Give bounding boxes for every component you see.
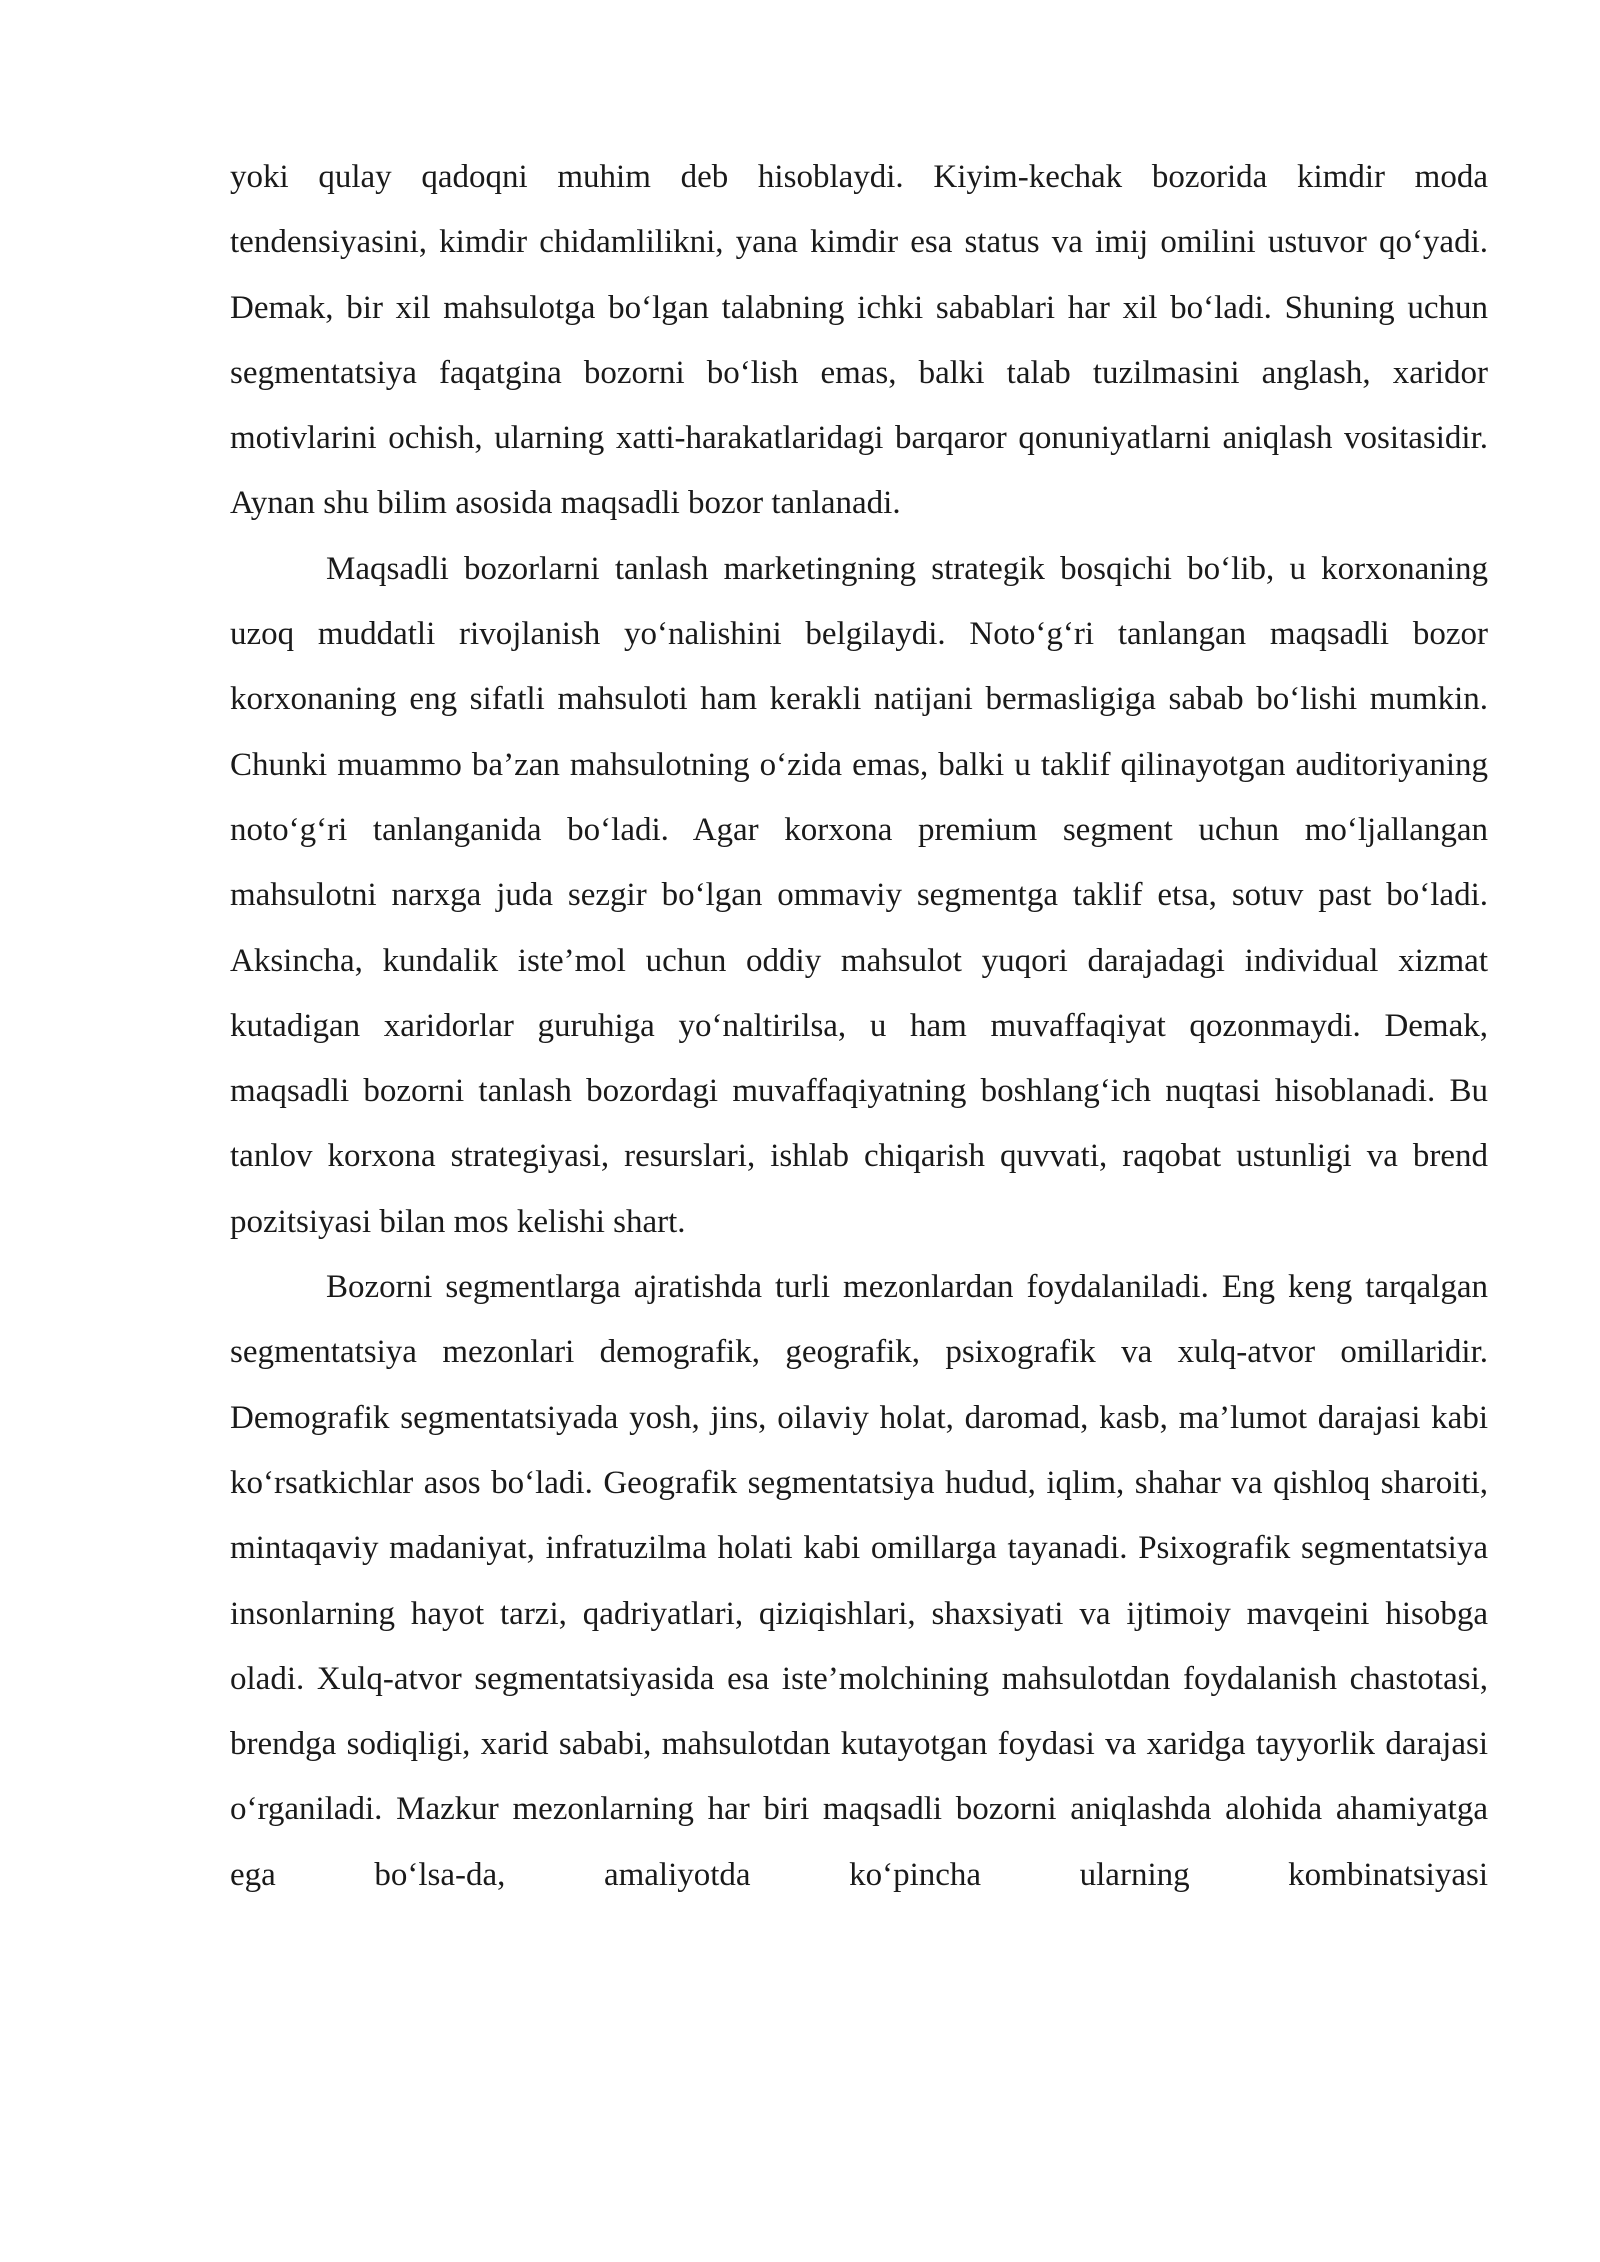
paragraph-2: Maqsadli bozorlarni tanlash marketingning strategik bosqichi bo‘lib, u korxonaning uzoq muddatli rivojlanish yo‘nalishini belgilaydi. Noto‘g‘ri tanlangan maqsadli bozor korxonaning eng sifatli mahsuloti ham kerakli natijani bermasligiga sabab bo‘lishi mumkin. Chunki muammo ba’zan mahsulotning o‘zida emas, balki u taklif qilinayotgan auditoriyaning noto‘g‘ri tanlanganida bo‘ladi. Agar korxona premium segment uchun mo‘ljallangan mahsulotni narxga juda sezgir bo‘lgan ommaviy segmentga taklif etsa, sotuv past bo‘ladi. Aksincha, kundalik iste’mol uchun oddiy mahsulot yuqori darajadagi individual xizmat kutadigan xaridorlar guruhiga yo‘naltirilsa, u ham muvaffaqiyat qozonmaydi. Demak, maqsadli bozorni tanlash bozordagi muvaffaqiyatning boshlang‘ich nuqtasi hisoblanadi. Bu tanlov korxona strategiyasi, resurslari, ishlab chiqarish quvvati, raqobat ustunligi va brend pozitsiyasi bilan mos kelishi shart. (230, 550, 1488, 1240)
paragraph-1: yoki qulay qadoqni muhim deb hisoblaydi. Kiyim-kechak bozorida kimdir moda tendensiyasini, kimdir chidamlilikni, yana kimdir esa status va imij omilini ustuvor qo‘yadi. Demak, bir xil mahsulotga bo‘lgan talabning ichki sabablari har xil bo‘ladi. Shuning uchun segmentatsiya faqatgina bozorni bo‘lish emas, balki talab tuzilmasini anglash, xaridor motivlarini ochish, ularning xatti-harakatlaridagi barqaror qonuniyatlarni aniqlash vositasidir. Aynan shu bilim asosida maqsadli bozor tanlanadi. (230, 159, 1488, 522)
body-text (230, 145, 1488, 1908)
paragraph-3: Bozorni segmentlarga ajratishda turli mezonlardan foydalaniladi. Eng keng tarqalgan segmentatsiya mezonlari demografik, geografik, psixografik va xulq-atvor omillaridir. Demografik segmentatsiyada yosh, jins, oilaviy holat, daromad, kasb, ma’lumot darajasi kabi ko‘rsatkichlar asos bo‘ladi. Geografik segmentatsiya hudud, iqlim, shahar va qishloq sharoiti, mintaqaviy madaniyat, infratuzilma holati kabi omillarga tayanadi. Psixografik segmentatsiya insonlarning hayot tarzi, qadriyatlari, qiziqishlari, shaxsiyati va ijtimoiy mavqeini hisobga oladi. Xulq-atvor segmentatsiyasida esa iste’molchining mahsulotdan foydalanish chastotasi, brendga sodiqligi, xarid sababi, mahsulotdan kutayotgan foydasi va xaridga tayyorlik darajasi o‘rganiladi. Mazkur mezonlarning har biri maqsadli bozorni aniqlashda alohida ahamiyatga ega bo‘lsa-da, amaliyotda ko‘pincha ularning kombinatsiyasi (230, 1269, 1488, 1893)
